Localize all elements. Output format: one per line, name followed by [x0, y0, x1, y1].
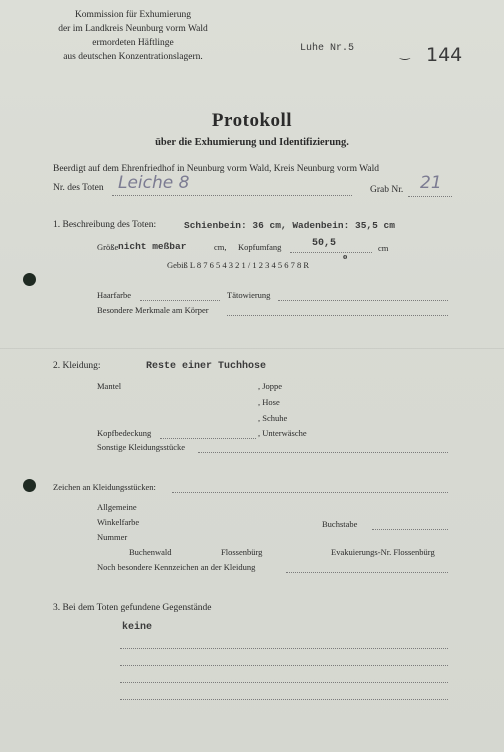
teeth-chart: Gebiß L 8 7 6 5 4 3 2 1 / 1 2 3 4 5 6 7 8 R [167, 260, 310, 270]
stamp-number: 144 [426, 44, 463, 66]
section-2-heading: 2. Kleidung: [53, 361, 101, 371]
punch-hole [23, 273, 36, 286]
paper-fold [0, 348, 504, 349]
general-label: Allgemeine [97, 502, 137, 512]
size-value: nicht meßbar [118, 241, 187, 252]
head-unit: cm [378, 243, 389, 253]
grave-number-label: Grab Nr. [370, 185, 404, 195]
clothing-marks-heading: Zeichen an Kleidungsstücken: [53, 482, 156, 492]
commission-line: der im Landkreis Neunburg vorm Wald [58, 24, 208, 34]
commission-line: Kommission für Exhumierung [74, 10, 192, 20]
angle-color-label: Winkelfarbe [97, 517, 140, 527]
evacuation-number-label: Evakuierungs-Nr. Flossenbürg [331, 547, 435, 557]
marks-label: Besondere Merkmale am Körper [97, 305, 209, 315]
headwear-label: Kopfbedeckung [97, 428, 152, 438]
hair-label: Haarfarbe [97, 290, 131, 300]
jacket-label: , Joppe [258, 381, 283, 391]
section-3-typed: keine [122, 622, 153, 633]
commission-line: aus deutschen Konzentrationslagern. [63, 52, 203, 62]
size-label: Größe [97, 242, 119, 252]
reference-number: Luhe Nr.5 [300, 43, 355, 54]
grave-number-value: 21 [420, 173, 442, 193]
letter-label: Buchstabe [322, 519, 358, 529]
section-3-heading: 3. Bei dem Toten gefundene Gegenstände [53, 603, 212, 613]
head-value: 50,5 [312, 238, 337, 249]
head-label: Kopfumfang [238, 242, 282, 252]
commission-line: ermordeten Häftlinge [92, 38, 174, 48]
page-subtitle: über die Exhumierung und Identifizierung. [155, 137, 349, 148]
flossenburg-label: Flossenbürg [221, 547, 263, 557]
page-title: Protokoll [211, 110, 293, 131]
buchenwald-label: Buchenwald [129, 547, 172, 557]
section-2-typed: Reste einer Tuchhose [146, 361, 267, 372]
tattoo-label: Tätowierung [227, 290, 271, 300]
dead-number-label: Nr. des Toten [53, 183, 104, 193]
other-clothes-label: Sonstige Kleidungsstücke [97, 442, 186, 452]
margin-mark: ‿ [400, 46, 410, 60]
section-1-typed: Schienbein: 36 cm, Wadenbein: 35,5 cm [184, 220, 395, 231]
shoes-label: , Schuhe [258, 413, 288, 423]
more-marks-label: Noch besondere Kennzeichen an der Kleidung [97, 562, 256, 572]
punch-hole [23, 479, 36, 492]
teeth-mark: o [343, 251, 348, 261]
commission-block [52, 8, 214, 64]
burial-line: Beerdigt auf dem Ehrenfriedhof in Neunburg vorm Wald, Kreis Neunburg vorm Wald [53, 164, 379, 174]
section-1-heading: 1. Beschreibung des Toten: [53, 220, 157, 230]
number-label: Nummer [97, 532, 128, 542]
coat-label: Mantel [97, 381, 122, 391]
dead-number-value: Leiche 8 [118, 173, 190, 193]
size-unit: cm, [214, 242, 227, 252]
trousers-label: , Hose [258, 397, 280, 407]
underwear-label: , Unterwäsche [258, 428, 307, 438]
